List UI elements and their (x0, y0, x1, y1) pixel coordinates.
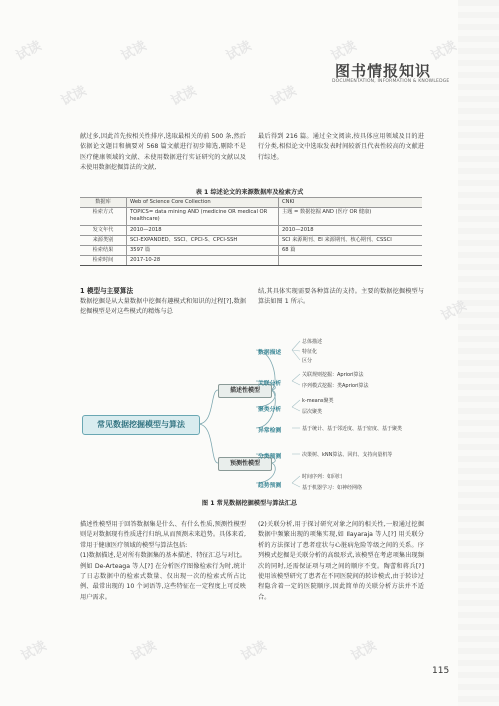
page-number: 115 (432, 666, 450, 676)
category-data-description: 数据描述 (258, 350, 282, 356)
table-cell: 主题 = 数据挖掘 AND (医疗 OR 健康) (279, 208, 423, 225)
watermark: 试读 (58, 83, 89, 109)
table-cell: 发文年代 (80, 225, 127, 235)
category-anomaly-detection: 异常检测 (258, 428, 282, 434)
leaf-item: 序列模式挖掘：类Apriori算法 (302, 383, 369, 389)
table-cell: TOPICS= data mining AND (medicine OR medical OR healthcare) (127, 208, 279, 225)
watermark: 试读 (328, 38, 359, 64)
leaf-item: 时间序列：如回归 (302, 474, 343, 480)
table-cell: 来源类别 (80, 235, 127, 245)
section1-left-text: 数据挖掘是从大量数据中挖掘有趣模式和知识的过程[?],数据挖掘模型是对这些模式的精炼与总 (80, 298, 246, 316)
watermark: 试读 (13, 38, 44, 64)
watermark: 试读 (348, 638, 379, 664)
leaf-item: 基于统计、基于邻近度、基于密度、基于聚类 (302, 426, 403, 432)
table-cell: 3597 篇 (127, 246, 279, 256)
descriptive-model-node: 描述性模型 (218, 384, 272, 398)
body-left-column: 描述性模型用于回答数据集是什么、有什么性质,预测性模型则是对数据现有性质进行归纳,从而预测未来趋势。具体来看,常用于健康医疗领域的模型与算法包括: (1)数据描述,是对所有数据集的基本描述、特征汇总与对比。例如 De-Arteaga 等人[?] 在分析医疗图像检索行为时,统计了日志数据中的检索式数量、仅出现一次的检索式所占比例、最常出现的 10 个词语等,这些特征在一定程度上可反映用户需求。 (80, 521, 246, 601)
table-header-cell: CNKI (279, 198, 423, 208)
table-header-cell: 数据库 (80, 198, 127, 208)
watermark: 试读 (438, 298, 469, 324)
watermark: 试读 (238, 638, 269, 664)
figure-center-node: 常见数据挖掘模型与算法 (82, 415, 200, 435)
watermark: 试读 (268, 83, 299, 109)
leaf-item: 区分 (302, 358, 313, 364)
watermark: 试读 (168, 83, 199, 109)
leaf-item: k-means聚类 (302, 398, 334, 404)
watermark: 试读 (18, 638, 49, 664)
leaf-item: 关联规则挖掘：Apriori算法 (302, 372, 364, 378)
leaf-item: 特征化 (302, 349, 318, 355)
section-heading: 1 模型与主要算法 (80, 287, 134, 295)
intro-right-column: 最后得到 216 篇。通过全文阅读,按具体应用领域及目的进行分类,相似论文中选取发表时间较新且代表性较高的文献进行综述。 (258, 133, 424, 161)
category-association-analysis: 关联分析 (258, 381, 282, 387)
section1-right-text: 结,其具体实现需要各种算法的支持。主要的数据挖掘模型与算法如图 1 所示。 (258, 288, 424, 306)
table-cell: 2010—2018 (279, 225, 423, 235)
predictive-model-node: 预测性模型 (218, 457, 272, 471)
leaf-item: 总体描述 (302, 339, 323, 345)
table-row (80, 256, 422, 266)
table-cell: SCI-EXPANDED、SSCI、CPCI-S、CPCI-SSH (127, 235, 279, 245)
table-cell: 2017-10-28 (127, 256, 279, 266)
table-row (80, 225, 422, 235)
figure-caption: 图 1 常见数据挖掘模型与算法汇总 (201, 500, 298, 507)
watermark: 试读 (128, 638, 159, 664)
side-margin-band (458, 0, 499, 706)
journal-logo: 图书情报知识 (335, 62, 432, 80)
table-row (80, 208, 422, 225)
category-trend-prediction: 趋势预测 (258, 483, 282, 489)
watermark: 试读 (118, 38, 149, 64)
table-header-cell: Web of Science Core Collection (127, 198, 279, 208)
table-caption: 表 1 综述论文的来源数据库及检索方式 (195, 189, 304, 196)
table-cell: 检索结果 (80, 246, 127, 256)
table-row (80, 235, 422, 245)
watermark: 试读 (223, 38, 254, 64)
table-cell: 68 篇 (279, 246, 423, 256)
leaf-item: 决策树、kNN算法、回归、支持向量机等 (302, 452, 393, 458)
journal-logo-subtitle: DOCUMENTATION, INFORMATION & KNOWLEDGE (332, 79, 450, 84)
table-cell (279, 256, 423, 266)
intro-left-column: 献过多,因此首先按相关性排序,选取最相关的前 500 条,然后依据论文题目和摘要对 568 篇文献进行初步筛选,剔除不是医疗健康领域的文献、未使用数据进行实证研究的文献以及未使用数据挖掘算法的文献, (80, 133, 246, 172)
table-cell: 检索方式 (80, 208, 127, 225)
table-row (80, 246, 422, 256)
table-header-row (80, 198, 422, 208)
table-cell: SCI 来源期刊、EI 来源期刊、核心期刊、CSSCI (279, 235, 423, 245)
watermark: 试读 (428, 38, 459, 64)
table-cell: 检索时间 (80, 256, 127, 266)
category-cluster-analysis: 聚类分析 (258, 407, 282, 413)
source-table (80, 197, 422, 266)
category-classification: 分类预测 (258, 454, 282, 460)
table-cell: 2010—2018 (127, 225, 279, 235)
leaf-item: 基于机器学习：如神经网络 (302, 485, 363, 491)
leaf-item: 层次聚类 (302, 409, 323, 415)
body-right-column: (2)关联分析,用于探讨研究对象之间的相关性,一般通过挖掘数据中频繁出现的项集实现,如 Ilayaraja 等人[?] 用关联分析的方法探讨了患者症状与心脏病危险等级之间的关系。序列模式挖掘是关联分析的高级形式,该模型在考虑项集出现频次的同时,还需保证项与项之间的顺序不变。陶蕾和蒋兵[?] 使用该模型研究了患者在不同医院间的转诊模式,由于转诊过程隐含着一定的医院顺序,因此简单的关联分析方法并不适合。 (258, 521, 424, 601)
